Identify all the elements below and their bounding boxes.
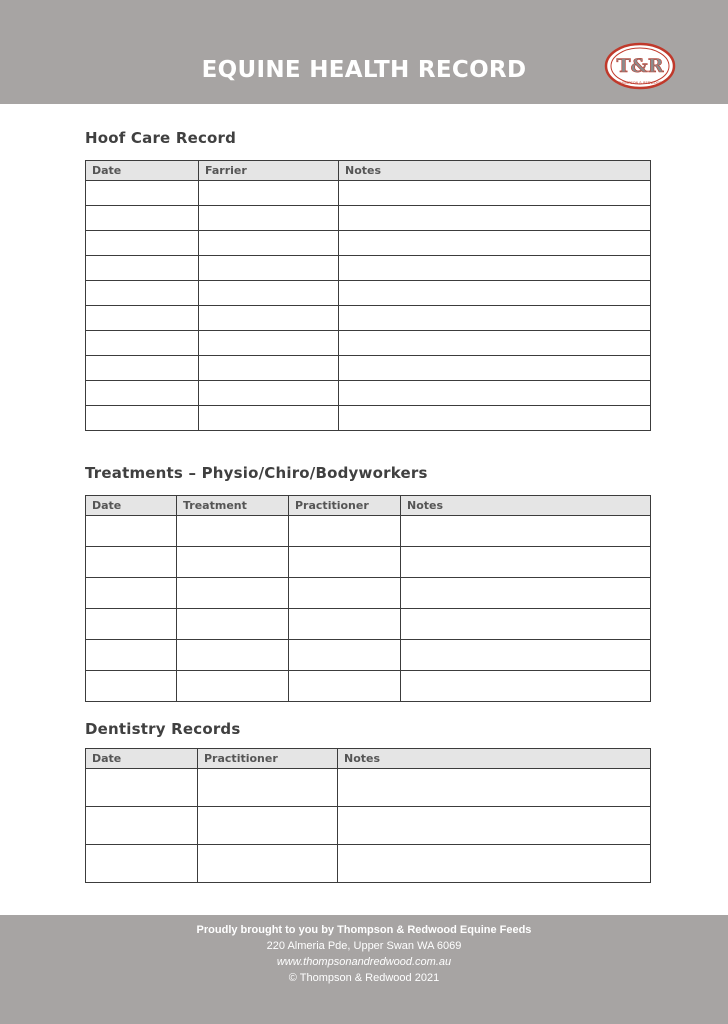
page-title: EQUINE HEALTH RECORD bbox=[201, 57, 527, 83]
table-cell[interactable] bbox=[86, 769, 198, 807]
dentistry-table bbox=[85, 748, 651, 883]
table-cell[interactable] bbox=[289, 671, 401, 702]
table-cell[interactable] bbox=[86, 807, 198, 845]
footer-banner bbox=[0, 915, 728, 1024]
column-header: Date bbox=[86, 161, 199, 181]
table-row bbox=[86, 206, 651, 231]
footer-website-link[interactable]: www.thompsonandredwood.com.au bbox=[276, 956, 452, 968]
table-row bbox=[86, 769, 651, 807]
table-cell[interactable] bbox=[199, 356, 339, 381]
table-cell[interactable] bbox=[177, 609, 289, 640]
table-cell[interactable] bbox=[401, 578, 651, 609]
table-cell[interactable] bbox=[199, 381, 339, 406]
table-cell[interactable] bbox=[177, 516, 289, 547]
table-cell[interactable] bbox=[289, 609, 401, 640]
table-cell[interactable] bbox=[401, 609, 651, 640]
table-cell[interactable] bbox=[199, 331, 339, 356]
table-cell[interactable] bbox=[338, 769, 651, 807]
table-cell[interactable] bbox=[86, 547, 177, 578]
table-row bbox=[86, 845, 651, 883]
table-cell[interactable] bbox=[339, 231, 651, 256]
table-cell[interactable] bbox=[198, 769, 338, 807]
hoof-care-table bbox=[85, 160, 651, 431]
table-row bbox=[86, 281, 651, 306]
column-header: Treatment bbox=[177, 496, 289, 516]
table-cell[interactable] bbox=[86, 381, 199, 406]
table-cell[interactable] bbox=[289, 516, 401, 547]
table-cell[interactable] bbox=[401, 640, 651, 671]
column-header: Notes bbox=[338, 749, 651, 769]
table-cell[interactable] bbox=[339, 181, 651, 206]
table-cell[interactable] bbox=[177, 578, 289, 609]
table-header-row bbox=[86, 749, 651, 769]
table-cell[interactable] bbox=[339, 281, 651, 306]
column-header: Notes bbox=[339, 161, 651, 181]
table-cell[interactable] bbox=[339, 206, 651, 231]
table-cell[interactable] bbox=[339, 331, 651, 356]
table-row bbox=[86, 356, 651, 381]
table-row bbox=[86, 807, 651, 845]
table-cell[interactable] bbox=[86, 206, 199, 231]
treatments-table bbox=[85, 495, 651, 702]
table-cell[interactable] bbox=[177, 640, 289, 671]
treatments-section-title: Treatments – Physio/Chiro/Bodyworkers bbox=[85, 464, 428, 482]
table-header-row bbox=[86, 496, 651, 516]
table-cell[interactable] bbox=[339, 381, 651, 406]
table-row bbox=[86, 547, 651, 578]
table-cell[interactable] bbox=[401, 671, 651, 702]
hoof-section-title: Hoof Care Record bbox=[85, 129, 237, 147]
table-cell[interactable] bbox=[86, 406, 199, 431]
table-cell[interactable] bbox=[289, 640, 401, 671]
table-cell[interactable] bbox=[199, 281, 339, 306]
tr-logo-icon bbox=[604, 42, 676, 90]
table-cell[interactable] bbox=[199, 231, 339, 256]
table-cell[interactable] bbox=[199, 256, 339, 281]
table-cell[interactable] bbox=[338, 845, 651, 883]
table-cell[interactable] bbox=[86, 231, 199, 256]
table-cell[interactable] bbox=[339, 356, 651, 381]
table-row bbox=[86, 306, 651, 331]
table-cell[interactable] bbox=[86, 640, 177, 671]
column-header: Notes bbox=[401, 496, 651, 516]
table-cell[interactable] bbox=[86, 331, 199, 356]
column-header: Practitioner bbox=[198, 749, 338, 769]
table-cell[interactable] bbox=[86, 356, 199, 381]
table-cell[interactable] bbox=[86, 609, 177, 640]
table-cell[interactable] bbox=[86, 306, 199, 331]
logo-ring-text: THOMPSON & REDWOOD bbox=[617, 81, 663, 85]
table-cell[interactable] bbox=[86, 181, 199, 206]
table-row bbox=[86, 671, 651, 702]
table-cell[interactable] bbox=[86, 281, 199, 306]
table-cell[interactable] bbox=[289, 578, 401, 609]
table-cell[interactable] bbox=[177, 547, 289, 578]
table-cell[interactable] bbox=[401, 516, 651, 547]
table-cell[interactable] bbox=[338, 807, 651, 845]
table-row bbox=[86, 609, 651, 640]
table-cell[interactable] bbox=[86, 671, 177, 702]
table-cell[interactable] bbox=[339, 406, 651, 431]
table-cell[interactable] bbox=[177, 671, 289, 702]
dentistry-section-title: Dentistry Records bbox=[85, 720, 241, 738]
table-row bbox=[86, 256, 651, 281]
table-cell[interactable] bbox=[289, 547, 401, 578]
table-row bbox=[86, 640, 651, 671]
table-header-row bbox=[86, 161, 651, 181]
table-cell[interactable] bbox=[339, 256, 651, 281]
table-cell[interactable] bbox=[199, 306, 339, 331]
table-cell[interactable] bbox=[198, 845, 338, 883]
footer-address: 220 Almeria Pde, Upper Swan WA 6069 bbox=[266, 940, 462, 952]
column-header: Date bbox=[86, 496, 177, 516]
column-header: Practitioner bbox=[289, 496, 401, 516]
table-cell[interactable] bbox=[198, 807, 338, 845]
table-cell[interactable] bbox=[339, 306, 651, 331]
table-row bbox=[86, 331, 651, 356]
table-row bbox=[86, 406, 651, 431]
table-cell[interactable] bbox=[86, 516, 177, 547]
table-row bbox=[86, 381, 651, 406]
table-cell[interactable] bbox=[199, 406, 339, 431]
table-cell[interactable] bbox=[199, 181, 339, 206]
table-cell[interactable] bbox=[401, 547, 651, 578]
table-cell[interactable] bbox=[86, 845, 198, 883]
table-row bbox=[86, 181, 651, 206]
column-header: Date bbox=[86, 749, 198, 769]
table-cell[interactable] bbox=[86, 256, 199, 281]
header-banner bbox=[0, 0, 728, 104]
table-row bbox=[86, 578, 651, 609]
table-cell[interactable] bbox=[199, 206, 339, 231]
column-header: Farrier bbox=[199, 161, 339, 181]
footer-copyright: © Thompson & Redwood 2021 bbox=[288, 972, 440, 984]
table-cell[interactable] bbox=[86, 578, 177, 609]
table-row bbox=[86, 231, 651, 256]
logo-monogram: T&R bbox=[616, 55, 664, 77]
table-row bbox=[86, 516, 651, 547]
footer-brought-by: Proudly brought to you by Thompson & Redwood Equine Feeds bbox=[196, 924, 532, 936]
